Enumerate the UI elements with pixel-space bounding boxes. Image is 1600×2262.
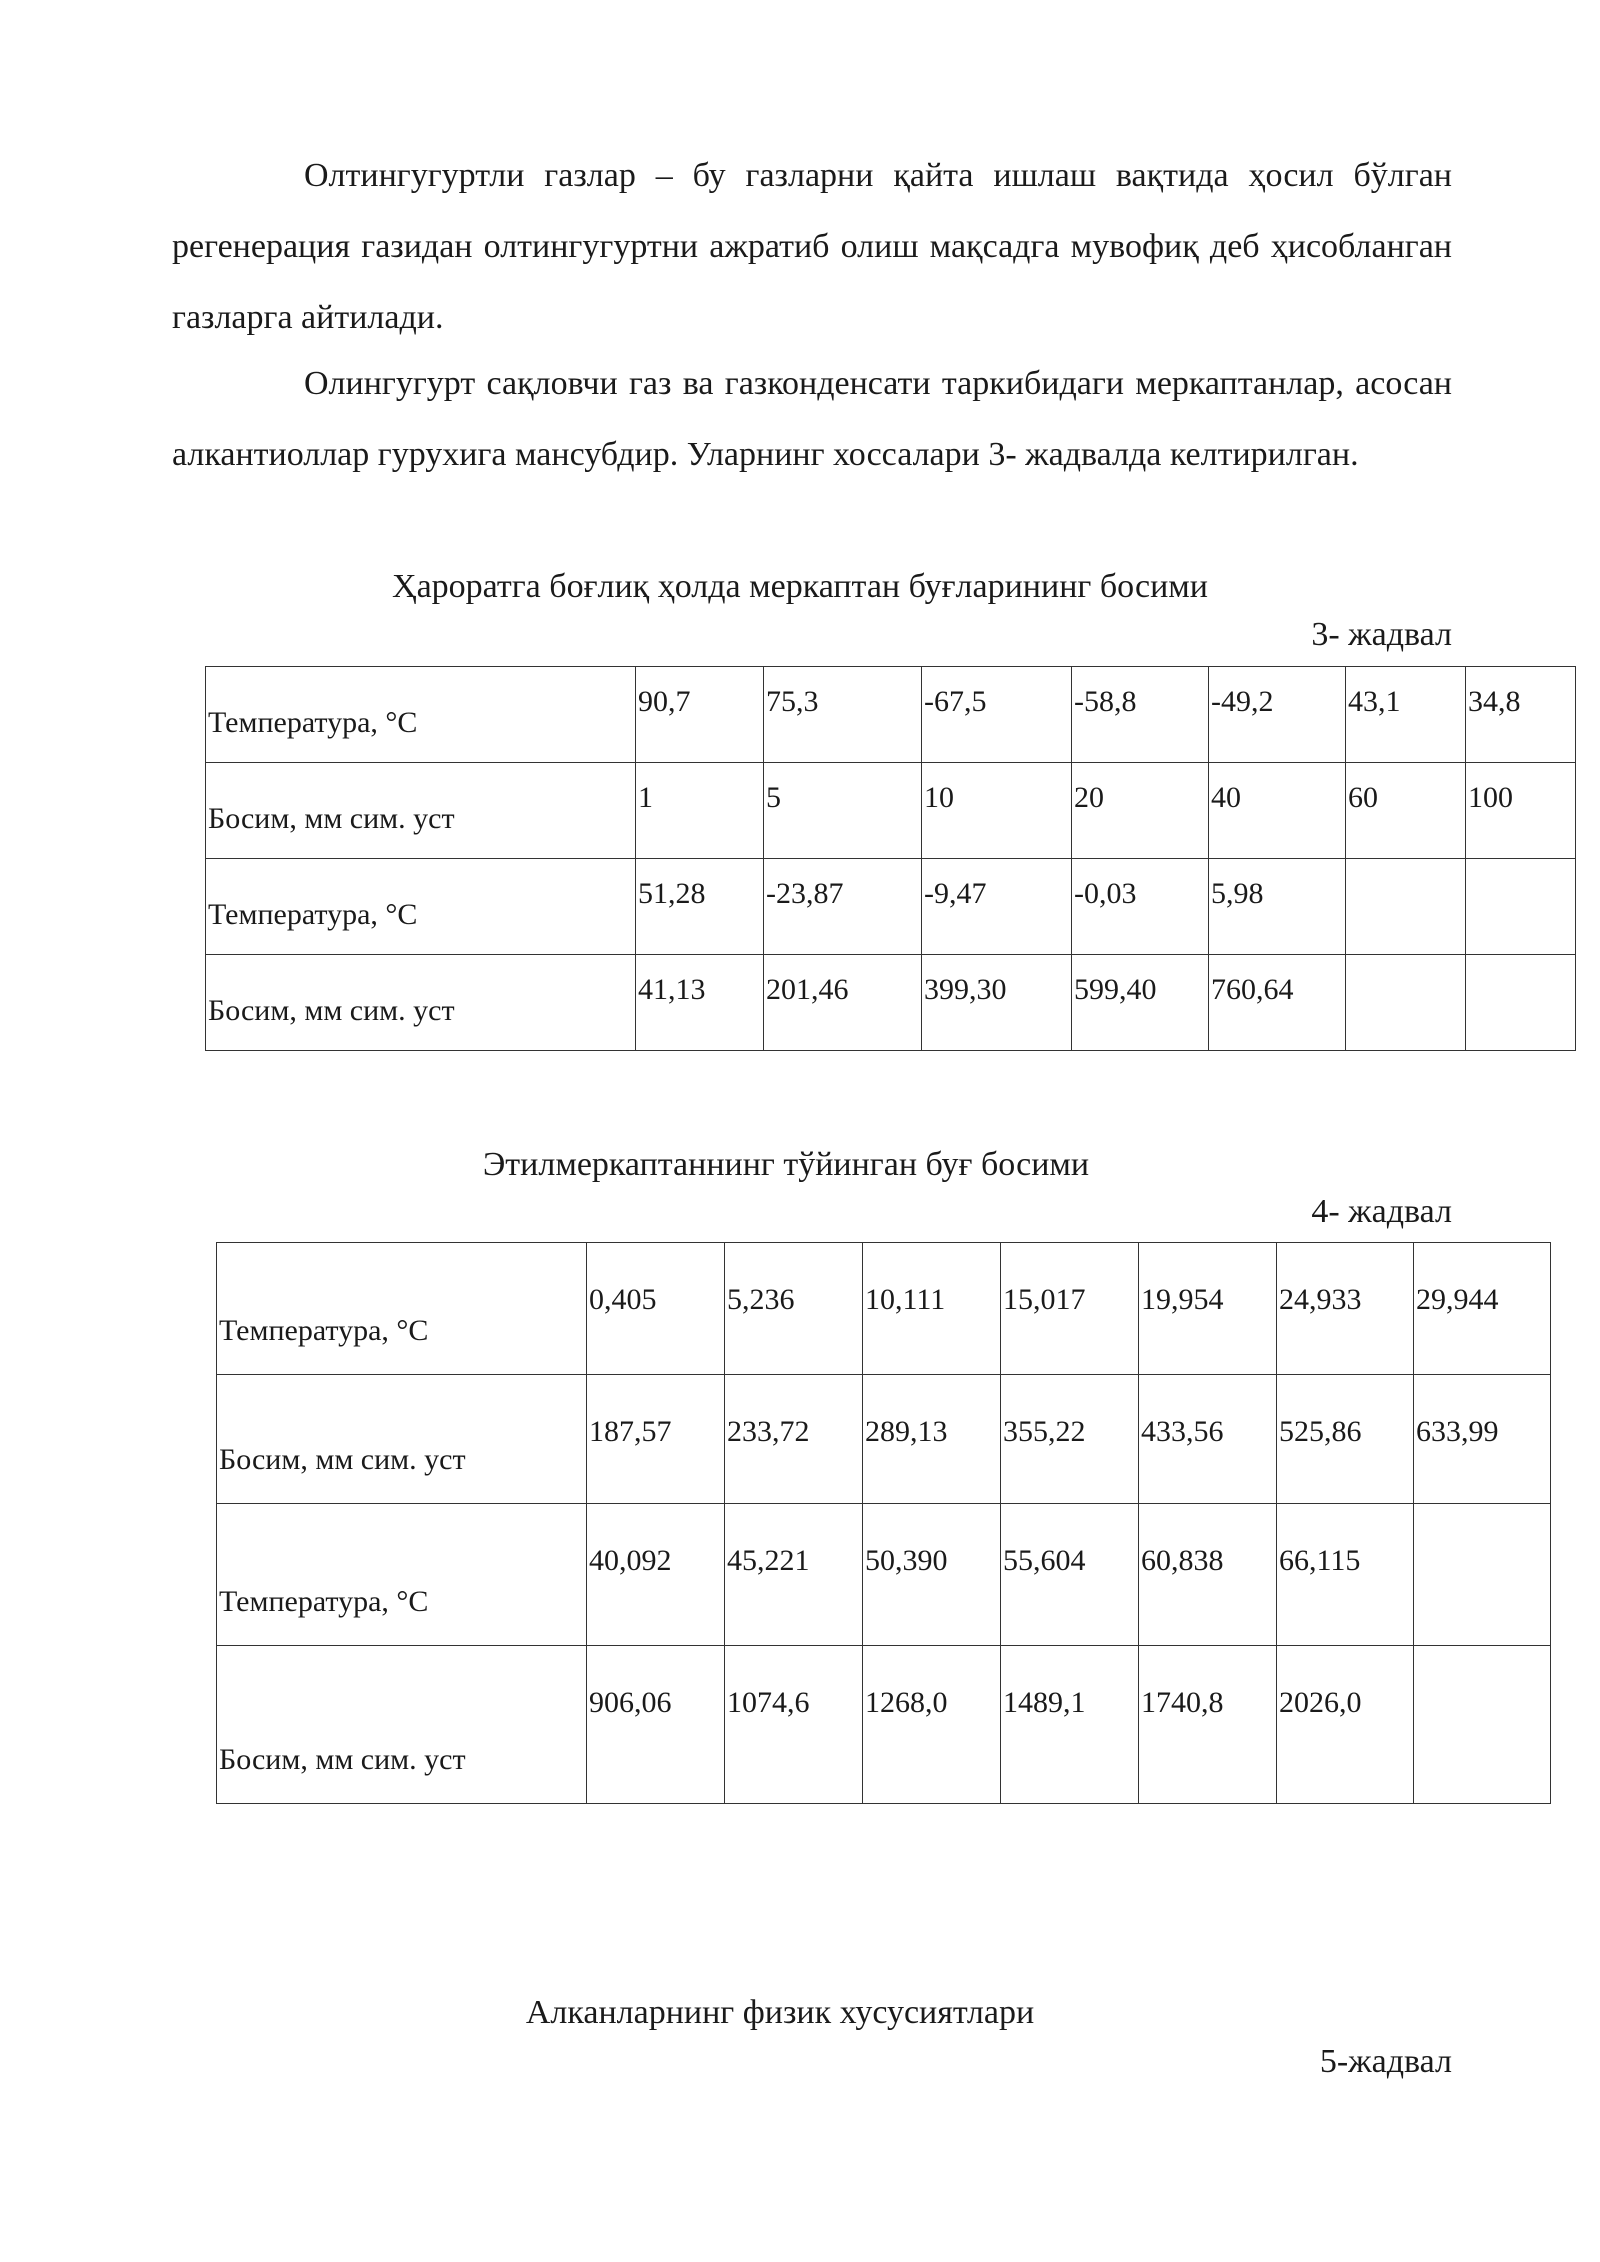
table-cell: 433,56 — [1139, 1375, 1277, 1504]
table-cell: 66,115 — [1277, 1504, 1414, 1646]
table-cell: 5 — [764, 763, 922, 859]
table-row — [217, 1375, 1551, 1504]
table-cell: 20 — [1072, 763, 1209, 859]
table-cell: 1268,0 — [863, 1646, 1001, 1804]
row-label: Босим, мм сим. уст — [206, 763, 636, 859]
row-label: Босим, мм сим. уст — [217, 1646, 587, 1804]
table-cell: 29,944 — [1414, 1243, 1551, 1375]
table-cell: -0,03 — [1072, 859, 1209, 955]
table-cell: 599,40 — [1072, 955, 1209, 1051]
table-cell: 760,64 — [1209, 955, 1346, 1051]
table-cell — [1346, 955, 1466, 1051]
table-cell: 19,954 — [1139, 1243, 1277, 1375]
row-label: Босим, мм сим. уст — [206, 955, 636, 1051]
table-cell: 201,46 — [764, 955, 922, 1051]
table-cell: 233,72 — [725, 1375, 863, 1504]
table-cell: 100 — [1466, 763, 1576, 859]
table-row — [206, 859, 1576, 955]
table-cell: 525,86 — [1277, 1375, 1414, 1504]
table-cell: 15,017 — [1001, 1243, 1139, 1375]
table-row — [217, 1243, 1551, 1375]
table-cell: -23,87 — [764, 859, 922, 955]
table-cell — [1466, 859, 1576, 955]
table-cell: 399,30 — [922, 955, 1072, 1051]
table-cell: 55,604 — [1001, 1504, 1139, 1646]
table-cell: 2026,0 — [1277, 1646, 1414, 1804]
table-cell: 289,13 — [863, 1375, 1001, 1504]
table-cell: 43,1 — [1346, 667, 1466, 763]
table-row — [217, 1646, 1551, 1804]
row-label: Температура, °C — [206, 667, 636, 763]
table4-caption: Этилмеркаптаннинг тўйинган буғ босими — [482, 1146, 1090, 1183]
table-cell: 50,390 — [863, 1504, 1001, 1646]
table-cell: 90,7 — [636, 667, 764, 763]
table-cell: 906,06 — [587, 1646, 725, 1804]
table-cell: -9,47 — [922, 859, 1072, 955]
row-label: Температура, °C — [217, 1243, 587, 1375]
table-cell: -67,5 — [922, 667, 1072, 763]
table-cell: 1740,8 — [1139, 1646, 1277, 1804]
table-cell: 10,111 — [863, 1243, 1001, 1375]
table-cell: 1 — [636, 763, 764, 859]
table-row — [206, 667, 1576, 763]
table3-caption: Ҳароратга боғлиқ ҳолда меркаптан буғларининг босими — [392, 568, 1208, 605]
table-cell: 355,22 — [1001, 1375, 1139, 1504]
paragraph-mercaptans: Олингугурт сақловчи газ ва газконденсати таркибидаги меркаптанлар, асосан алкантиоллар гурухига мансубдир. Уларнинг хоссалари 3- жадвалда келтирилган. — [172, 365, 1452, 473]
table-cell: 34,8 — [1466, 667, 1576, 763]
paragraph-sulfur-gases: Олтингугуртли газлар – бу газларни қайта ишлаш вақтида ҳосил бўлган регенерация газидан олтингугуртни ажратиб олиш мақсадга мувофиқ деб ҳисобланган газларга айтилади. — [172, 157, 1452, 336]
table-cell: 60 — [1346, 763, 1466, 859]
table5-caption: Алканларнинг физик хусусиятлари — [525, 1994, 1035, 2031]
table-cell: 41,13 — [636, 955, 764, 1051]
table-cell: 40,092 — [587, 1504, 725, 1646]
table-mercaptan-vapor-pressure — [205, 666, 1576, 1051]
table-ethylmercaptan-saturated-vapor-pressure — [216, 1242, 1551, 1804]
table-row — [206, 763, 1576, 859]
table-cell — [1414, 1504, 1551, 1646]
table-cell: -58,8 — [1072, 667, 1209, 763]
table-cell: 40 — [1209, 763, 1346, 859]
table-cell: 10 — [922, 763, 1072, 859]
row-label: Температура, °C — [217, 1504, 587, 1646]
row-label: Босим, мм сим. уст — [217, 1375, 587, 1504]
table-cell: 1074,6 — [725, 1646, 863, 1804]
table-cell — [1414, 1646, 1551, 1804]
table3-number: 3- жадвал — [1311, 616, 1452, 653]
table-row — [206, 955, 1576, 1051]
table-cell: 0,405 — [587, 1243, 725, 1375]
table-cell: -49,2 — [1209, 667, 1346, 763]
table-cell: 51,28 — [636, 859, 764, 955]
table4-number: 4- жадвал — [1311, 1193, 1452, 1230]
table-cell: 5,98 — [1209, 859, 1346, 955]
table-cell — [1346, 859, 1466, 955]
table-cell: 45,221 — [725, 1504, 863, 1646]
table-cell: 24,933 — [1277, 1243, 1414, 1375]
table-cell — [1466, 955, 1576, 1051]
table-cell: 75,3 — [764, 667, 922, 763]
table5-number: 5-жадвал — [1319, 2043, 1452, 2080]
table-cell: 60,838 — [1139, 1504, 1277, 1646]
table-cell: 633,99 — [1414, 1375, 1551, 1504]
row-label: Температура, °C — [206, 859, 636, 955]
table-row — [217, 1504, 1551, 1646]
table-cell: 5,236 — [725, 1243, 863, 1375]
table-cell: 187,57 — [587, 1375, 725, 1504]
table-cell: 1489,1 — [1001, 1646, 1139, 1804]
